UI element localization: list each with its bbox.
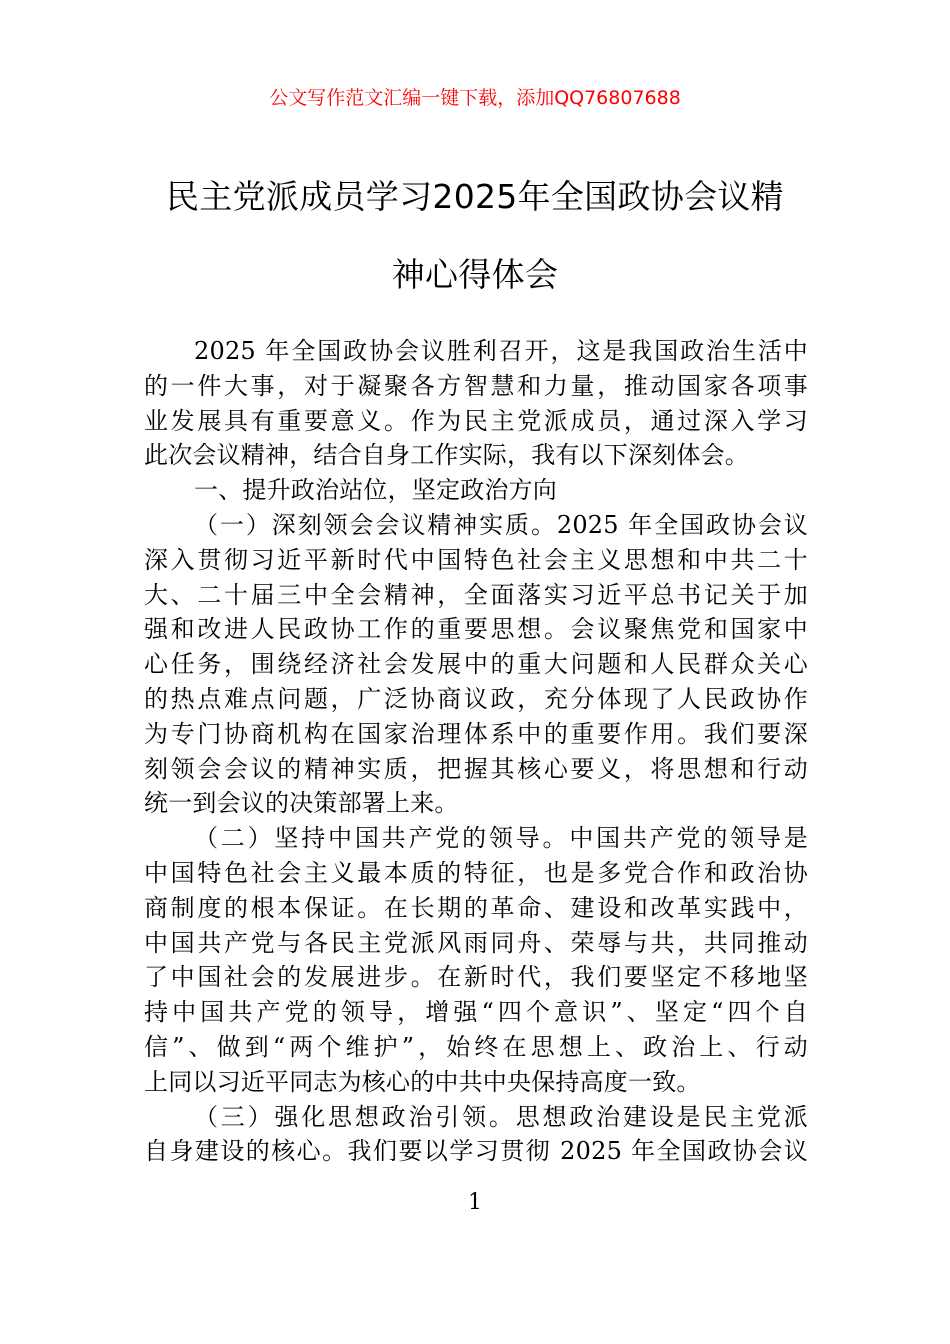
text-line: 大、二十届三中全会精神，全面落实习近平总书记关于加 [144, 580, 808, 609]
download-banner: 公文写作范文汇编一键下载，添加QQ76807688 [269, 87, 681, 109]
section-heading [144, 473, 808, 508]
heading-text: 一、提升政治站位，坚定政治方向 [194, 476, 557, 505]
document-body [144, 334, 808, 1169]
title-line: 民主党派成员学习2025年全国政协会议精 [166, 177, 784, 216]
text-line: （一）深刻领会会议精神实质。2025 年全国政协会议 [194, 510, 808, 539]
text-line: 2025 年全国政协会议胜利召开，这是我国政治生活中 [194, 337, 808, 365]
text-line: （二）坚持中国共产党的领导。中国共产党的领导是 [194, 824, 808, 853]
text-line: 中国特色社会主义最本质的特征，也是多党合作和政治协 [144, 858, 808, 887]
text-line: 中国共产党与各民主党派风雨同舟、荣辱与共，共同推动 [144, 928, 808, 957]
text-line: 心任务，围绕经济社会发展中的重大问题和人民群众关心 [144, 650, 808, 679]
document-title [100, 158, 850, 314]
text-line: 此次会议精神，结合自身工作实际，我有以下深刻体会。 [144, 441, 749, 470]
paragraph-section-3 [144, 1100, 808, 1170]
text-line: 强和改进人民政协工作的重要思想。会议聚焦党和国家中 [144, 615, 808, 644]
text-line: （三）强化思想政治引领。思想政治建设是民主党派 [194, 1102, 808, 1131]
text-line: 信”、做到“两个维护”，始终在思想上、政治上、行动 [144, 1032, 808, 1061]
text-line: 为专门协商机构在国家治理体系中的重要作用。我们要深 [144, 719, 808, 748]
text-line: 业发展具有重要意义。作为民主党派成员，通过深入学习 [144, 406, 808, 435]
title-line: 神心得体会 [391, 255, 559, 294]
text-line: 上同以习近平同志为核心的中共中央保持高度一致。 [144, 1067, 701, 1096]
text-line: 了中国社会的发展进步。在新时代，我们要坚定不移地坚 [144, 963, 808, 992]
text-line: 刻领会会议的精神实质，把握其核心要义，将思想和行动 [144, 754, 808, 783]
text-line: 的热点难点问题，广泛协商议政，充分体现了人民政协作 [144, 684, 808, 713]
text-line: 统一到会议的决策部署上来。 [144, 789, 459, 818]
page-number: 1 [468, 1190, 482, 1215]
paragraph-section-2 [144, 821, 808, 1099]
text-line: 自身建设的核心。我们要以学习贯彻 2025 年全国政协会议 [144, 1137, 808, 1166]
text-line: 持中国共产党的领导，增强“四个意识”、坚定“四个自 [144, 998, 808, 1027]
paragraph-section-1 [144, 508, 808, 821]
text-line: 商制度的根本保证。在长期的革命、建设和改革实践中， [144, 893, 808, 922]
text-line: 深入贯彻习近平新时代中国特色社会主义思想和中共二十 [144, 545, 808, 574]
text-line: 的一件大事，对于凝聚各方智慧和力量，推动国家各项事 [144, 371, 808, 400]
paragraph-intro [144, 334, 808, 473]
